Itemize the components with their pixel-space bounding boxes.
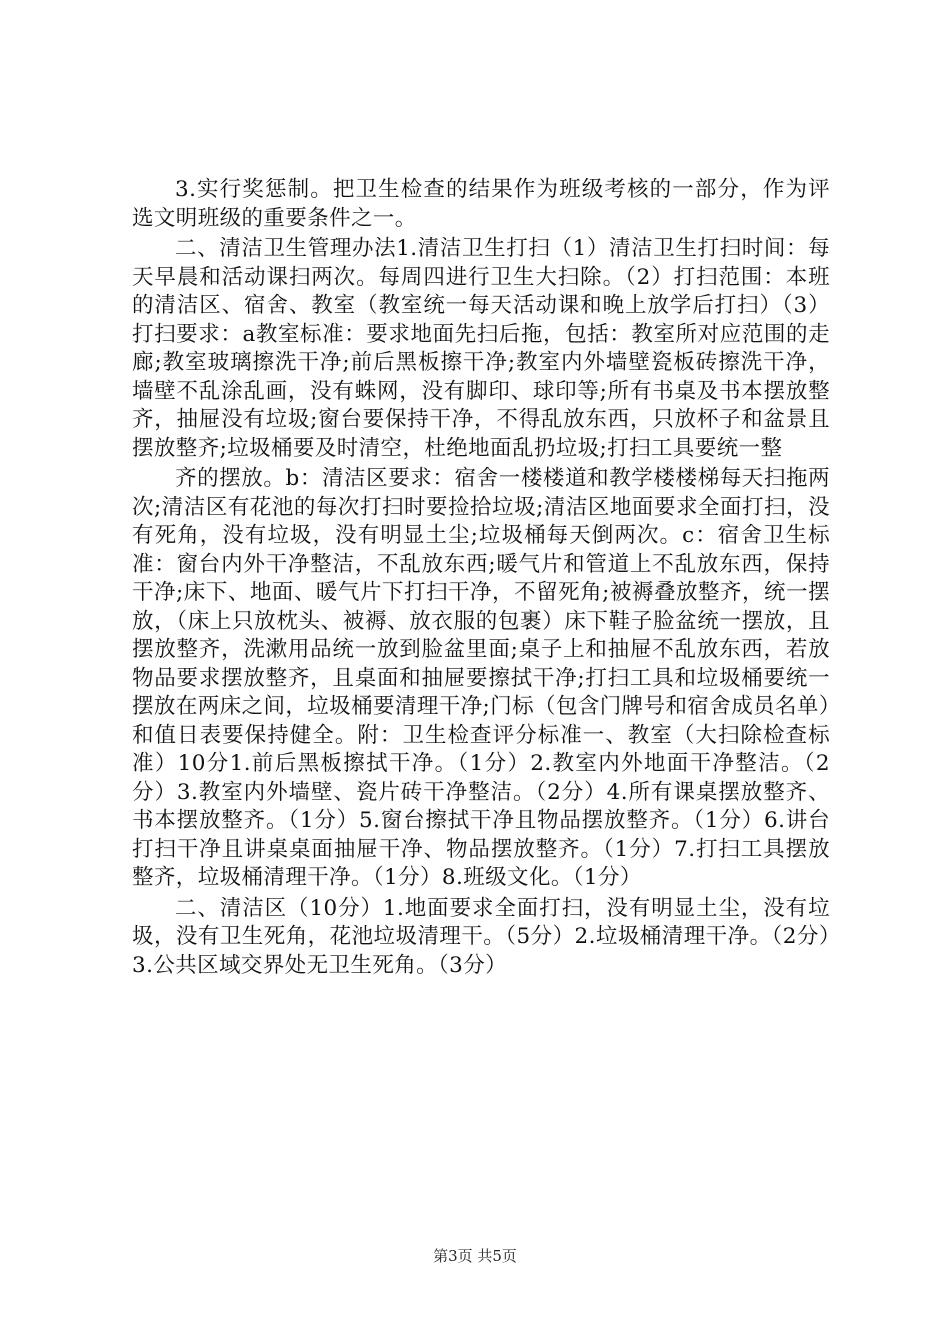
paragraph-cleaning-management: 二、清洁卫生管理办法1.清洁卫生打扫（1）清洁卫生打扫时间：每天早晨和活动课扫两次。每周四进行卫生大扫除。（2）打扫范围：本班的清洁区、宿舍、教室（教室统一每天活动课和晚上放学后打扫）（3）打扫要求：a教室标准：要求地面先扫后拖，包括：教室所对应范围的走廊;教室玻璃擦洗干净;前后黑板擦干净;教室内外墙壁瓷板砖擦洗干净，墙壁不乱涂乱画，没有蛛网，没有脚印、球印等;所有书桌及书本摆放整齐，抽屉没有垃圾;窗台要保持干净，不得乱放东西，只放杯子和盆景且摆放整齐;垃圾桶要及时清空，杜绝地面乱扔垃圾;打扫工具要统一整 [132,236,830,461]
document-body [132,176,830,980]
paragraph-cleaning-area-scoring: 二、清洁区（10分）1.地面要求全面打扫，没有明显土尘，没有垃圾，没有卫生死角，花池垃圾清理干。（5分）2.垃圾桶清理干净。（2分）3.公共区域交界处无卫生死角。（3分） [132,895,830,978]
page-number-footer: 第3页 共5页 [433,1247,517,1265]
paragraph-cleaning-standards: 齐的摆放。b：清洁区要求：宿舍一楼楼道和教学楼楼梯每天扫拖两次;清洁区有花池的每次打扫时要捡拾垃圾;清洁区地面要求全面打扫，没有死角，没有垃圾，没有明显土尘;垃圾桶每天倒两次。c：宿舍卫生标准：窗台内外干净整洁，不乱放东西;暖气片和管道上不乱放东西，保持干净;床下、地面、暖气片下打扫干净，不留死角;被褥叠放整齐，统一摆放，（床上只放枕头、被褥、放衣服的包裹）床下鞋子脸盆统一摆放，且摆放整齐，洗漱用品统一放到脸盆里面;桌子上和抽屉不乱放东西，若放物品要求摆放整齐，且桌面和抽屉要擦拭干净;打扫工具和垃圾桶要统一摆放在两床之间，垃圾桶要清理干净;门标（包含门牌号和宿舍成员名单）和值日表要保持健全。附：卫生检查评分标准一、教室（大扫除检查标准）10分1.前后黑板擦拭干净。（1分）2.教室内外地面干净整洁。（2分）3.教室内外墙壁、瓷片砖干净整洁。（2分）4.所有课桌摆放整齐、书本摆放整齐。（1分）5.窗台擦拭干净且物品摆放整齐。（1分）6.讲台打扫干净且讲桌桌面抽屉干净、物品摆放整齐。（1分）7.打扫工具摆放整齐，垃圾桶清理干净。（1分）8.班级文化。（1分） [132,466,830,890]
paragraph-reward-punishment: 3.实行奖惩制。把卫生检查的结果作为班级考核的一部分，作为评选文明班级的重要条件之一。 [132,177,830,231]
